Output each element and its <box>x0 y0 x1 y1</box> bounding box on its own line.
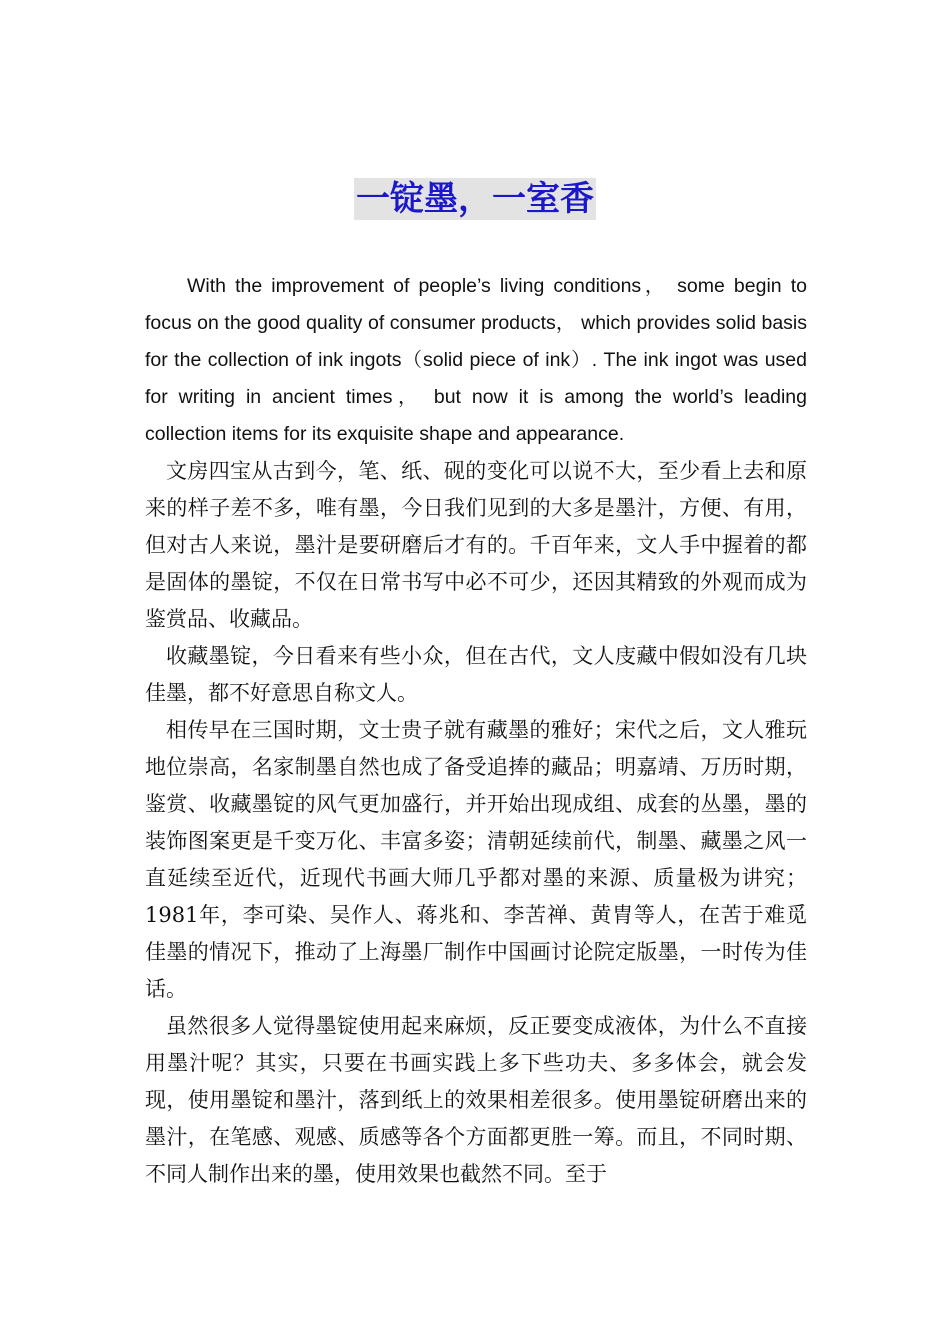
title-container <box>0 178 950 220</box>
english-paragraph: With the improvement of people’s living conditions， some begin to focus on the good quality of consumer products， which provides solid basis for the collection of ink ingots（solid piece of ink）. The ink ingot was used for writing in ancient times， but now it is among the world’s leading collection items for its exquisite shape and appearance. <box>145 275 807 445</box>
paragraph-2: 收藏墨锭，今日看来有些小众，但在古代，文人庋藏中假如没有几块佳墨，都不好意思自称文人。 <box>145 644 807 705</box>
document-body <box>145 268 807 1193</box>
document-title: 一锭墨，一室香 <box>356 179 594 219</box>
paragraph-4: 虽然很多人觉得墨锭使用起来麻烦，反正要变成液体，为什么不直接用墨汁呢？其实，只要在书画实践上多下些功夫、多多体会，就会发现，使用墨锭和墨汁，落到纸上的效果相差很多。使用墨锭研磨出来的墨汁，在笔感、观感、质感等各个方面都更胜一筹。而且，不同时期、不同人制作出来的墨，使用效果也截然不同。至于 <box>145 1014 807 1186</box>
paragraph-3: 相传早在三国时期，文士贵子就有藏墨的雅好；宋代之后，文人雅玩地位崇高，名家制墨自然也成了备受追捧的藏品；明嘉靖、万历时期，鉴赏、收藏墨锭的风气更加盛行，并开始出现成组、成套的丛墨，墨的装饰图案更是千变万化、丰富多姿；清朝延续前代，制墨、藏墨之风一直延续至近代，近现代书画大师几乎都对墨的来源、质量极为讲究；1981年，李可染、吴作人、蒋兆和、李苦禅、黄胄等人，在苦于难觅佳墨的情况下，推动了上海墨厂制作中国画讨论院定版墨，一时传为佳话。 <box>145 718 807 1001</box>
paragraph-1: 文房四宝从古到今，笔、纸、砚的变化可以说不大，至少看上去和原来的样子差不多，唯有墨，今日我们见到的大多是墨汁，方便、有用，但对古人来说，墨汁是要研磨后才有的。千百年来，文人手中握着的都是固体的墨锭，不仅在日常书写中必不可少，还因其精致的外观而成为鉴赏品、收藏品。 <box>145 459 807 631</box>
